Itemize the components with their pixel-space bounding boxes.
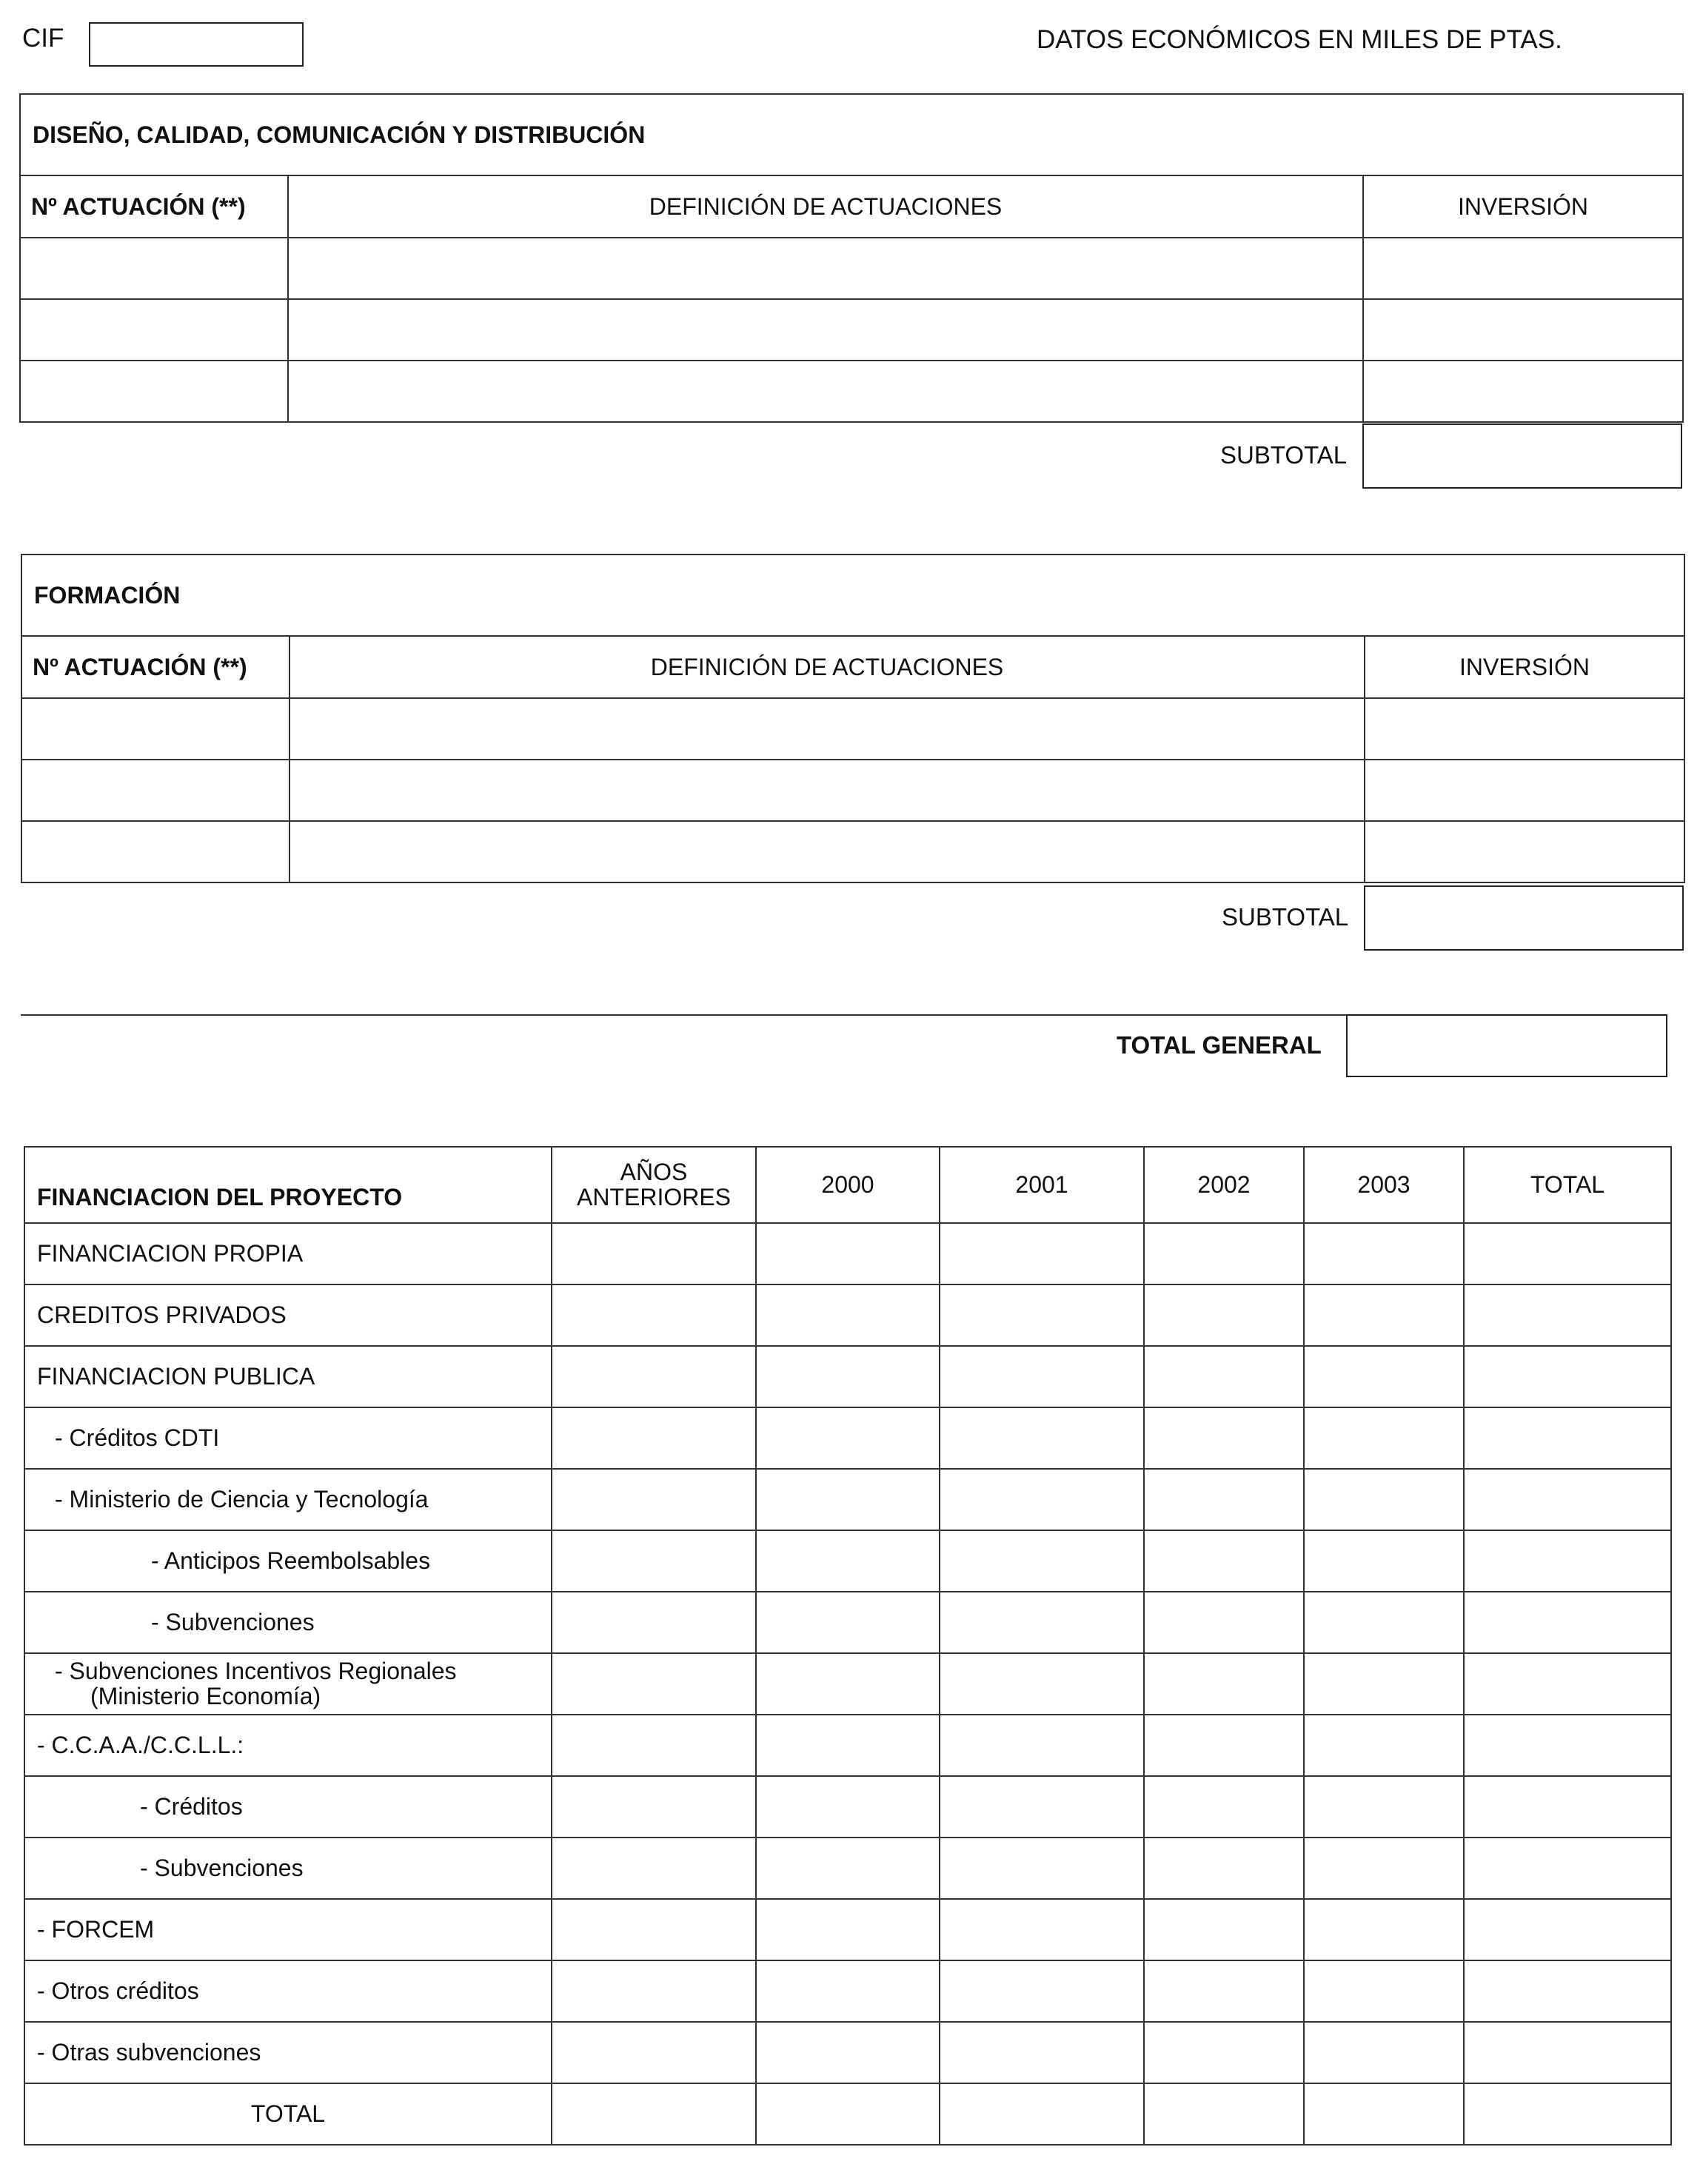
data-cell[interactable] (552, 1715, 756, 1776)
data-cell[interactable] (1464, 1407, 1671, 1469)
data-cell[interactable] (1464, 1469, 1671, 1530)
data-cell[interactable] (1304, 1715, 1464, 1776)
design-inv-cell-3[interactable] (1363, 361, 1683, 422)
data-cell[interactable] (940, 1284, 1144, 1346)
row-label: - Subvenciones (24, 1838, 552, 1899)
training-inv-cell-1[interactable] (1365, 698, 1684, 760)
col-total: TOTAL (1464, 1147, 1671, 1223)
data-cell[interactable] (552, 1653, 756, 1715)
design-def-cell-2[interactable] (288, 299, 1363, 361)
total-general-field[interactable] (1346, 1014, 1667, 1077)
design-num-cell-2[interactable] (20, 299, 288, 361)
financing-title: FINANCIACION DEL PROYECTO (24, 1147, 552, 1223)
data-cell[interactable] (1144, 1407, 1304, 1469)
data-cell[interactable] (756, 1407, 940, 1469)
data-cell[interactable] (1304, 1223, 1464, 1284)
total-cell[interactable] (552, 2083, 756, 2145)
training-def-cell-3[interactable] (290, 821, 1365, 882)
data-cell[interactable] (1464, 1960, 1671, 2022)
col-2000: 2000 (756, 1147, 940, 1223)
total-general-label: TOTAL GENERAL (1117, 1031, 1322, 1059)
data-cell[interactable] (1304, 1899, 1464, 1960)
data-cell[interactable] (940, 2022, 1144, 2083)
row-label: - Subvenciones (24, 1592, 552, 1653)
financing-table (24, 1146, 1672, 2146)
data-cell[interactable] (940, 1346, 1144, 1407)
data-cell[interactable] (756, 1653, 940, 1715)
data-cell[interactable] (1144, 1899, 1304, 1960)
col-2003: 2003 (1304, 1147, 1464, 1223)
data-cell[interactable] (1464, 1592, 1671, 1653)
data-cell[interactable] (940, 1653, 1144, 1715)
data-cell[interactable] (1464, 2022, 1671, 2083)
row-label: CREDITOS PRIVADOS (24, 1284, 552, 1346)
total-row-label: TOTAL (24, 2083, 552, 2145)
data-cell[interactable] (756, 1346, 940, 1407)
total-cell[interactable] (1304, 2083, 1464, 2145)
data-cell[interactable] (552, 1899, 756, 1960)
data-cell[interactable] (1304, 1960, 1464, 2022)
data-cell[interactable] (1304, 2022, 1464, 2083)
data-cell[interactable] (756, 1899, 940, 1960)
training-subtotal-label: SUBTOTAL (1222, 903, 1349, 931)
data-cell[interactable] (1304, 1284, 1464, 1346)
cif-label: CIF (22, 24, 64, 53)
data-cell[interactable] (1144, 1592, 1304, 1653)
data-cell[interactable] (940, 1407, 1144, 1469)
data-cell[interactable] (1464, 1530, 1671, 1592)
data-cell[interactable] (552, 1776, 756, 1838)
data-cell[interactable] (756, 1530, 940, 1592)
design-subtotal-field[interactable] (1362, 423, 1682, 489)
training-num-cell-1[interactable] (21, 698, 290, 760)
training-num-cell-3[interactable] (21, 821, 290, 882)
row-label-line-1: - Subvenciones Incentivos Regionales (55, 1657, 457, 1684)
col-definicion: DEFINICIÓN DE ACTUACIONES (288, 175, 1363, 238)
data-cell[interactable] (1304, 1530, 1464, 1592)
row-label-line-2: (Ministerio Economía) (90, 1682, 321, 1709)
data-cell[interactable] (1144, 1346, 1304, 1407)
row-label: - Otras subvenciones (24, 2022, 552, 2083)
training-num-cell-2[interactable] (21, 760, 290, 821)
data-cell[interactable] (940, 1838, 1144, 1899)
data-cell[interactable] (1144, 1776, 1304, 1838)
data-cell[interactable] (552, 1407, 756, 1469)
data-cell[interactable] (1464, 1223, 1671, 1284)
design-section-table (19, 93, 1684, 423)
training-section-title: FORMACIÓN (21, 555, 1684, 636)
training-def-cell-1[interactable] (290, 698, 1365, 760)
data-cell[interactable] (1304, 1776, 1464, 1838)
data-cell[interactable] (940, 1960, 1144, 2022)
training-subtotal-field[interactable] (1364, 885, 1684, 951)
col-inversion: INVERSIÓN (1365, 636, 1684, 698)
data-cell[interactable] (552, 1469, 756, 1530)
cif-input[interactable] (89, 22, 304, 67)
row-label: - FORCEM (24, 1899, 552, 1960)
data-cell[interactable] (1144, 1838, 1304, 1899)
data-cell[interactable] (756, 1592, 940, 1653)
col-actuacion-number: Nº ACTUACIÓN (**) (21, 636, 290, 698)
data-cell[interactable] (1304, 1407, 1464, 1469)
data-cell[interactable] (1464, 1284, 1671, 1346)
data-cell[interactable] (1304, 1653, 1464, 1715)
data-cell[interactable] (1304, 1838, 1464, 1899)
data-cell[interactable] (1464, 1346, 1671, 1407)
data-cell[interactable] (552, 1284, 756, 1346)
data-cell[interactable] (756, 1776, 940, 1838)
col-previous-years: AÑOS ANTERIORES (552, 1147, 756, 1223)
data-cell[interactable] (1144, 1469, 1304, 1530)
design-num-cell-3[interactable] (20, 361, 288, 422)
data-cell[interactable] (940, 1776, 1144, 1838)
col-actuacion-number: Nº ACTUACIÓN (**) (20, 175, 288, 238)
training-section-table (21, 554, 1685, 883)
data-cell[interactable] (756, 1284, 940, 1346)
data-cell[interactable] (1144, 1223, 1304, 1284)
training-inv-cell-3[interactable] (1365, 821, 1684, 882)
data-cell[interactable] (1144, 1960, 1304, 2022)
row-label: - Créditos (24, 1776, 552, 1838)
data-cell[interactable] (756, 1469, 940, 1530)
total-cell[interactable] (756, 2083, 940, 2145)
data-cell[interactable] (552, 2022, 756, 2083)
design-inv-cell-1[interactable] (1363, 238, 1683, 299)
data-cell[interactable] (1144, 1530, 1304, 1592)
data-cell[interactable] (940, 1223, 1144, 1284)
data-cell[interactable] (1144, 1284, 1304, 1346)
data-cell[interactable] (552, 1592, 756, 1653)
data-cell[interactable] (552, 1530, 756, 1592)
design-def-cell-3[interactable] (288, 361, 1363, 422)
design-def-cell-1[interactable] (288, 238, 1363, 299)
col-2001: 2001 (940, 1147, 1144, 1223)
data-cell[interactable] (756, 1838, 940, 1899)
design-subtotal-label: SUBTOTAL (1220, 441, 1348, 469)
data-cell[interactable] (1144, 1653, 1304, 1715)
data-cell[interactable] (756, 2022, 940, 2083)
col-2002: 2002 (1144, 1147, 1304, 1223)
data-cell[interactable] (1144, 2022, 1304, 2083)
design-section-title: DISEÑO, CALIDAD, COMUNICACIÓN Y DISTRIBUCIÓN (20, 94, 1683, 175)
total-cell[interactable] (940, 2083, 1144, 2145)
data-cell[interactable] (940, 1592, 1144, 1653)
col-definicion: DEFINICIÓN DE ACTUACIONES (290, 636, 1365, 698)
data-cell[interactable] (1304, 1346, 1464, 1407)
training-inv-cell-2[interactable] (1365, 760, 1684, 821)
col-inversion: INVERSIÓN (1363, 175, 1683, 238)
data-cell[interactable] (1464, 1776, 1671, 1838)
data-cell[interactable] (1464, 1838, 1671, 1899)
row-label (24, 1653, 552, 1715)
data-cell[interactable] (756, 1960, 940, 2022)
data-cell[interactable] (1464, 1715, 1671, 1776)
row-label: FINANCIACION PUBLICA (24, 1346, 552, 1407)
currency-note: DATOS ECONÓMICOS EN MILES DE PTAS. (1037, 25, 1562, 54)
data-cell[interactable] (552, 1223, 756, 1284)
design-num-cell-1[interactable] (20, 238, 288, 299)
row-label: - Ministerio de Ciencia y Tecnología (24, 1469, 552, 1530)
training-def-cell-2[interactable] (290, 760, 1365, 821)
data-cell[interactable] (1304, 1592, 1464, 1653)
data-cell[interactable] (1144, 1715, 1304, 1776)
data-cell[interactable] (940, 1899, 1144, 1960)
data-cell[interactable] (552, 1960, 756, 2022)
data-cell[interactable] (756, 1715, 940, 1776)
design-inv-cell-2[interactable] (1363, 299, 1683, 361)
row-label: - Otros créditos (24, 1960, 552, 2022)
total-cell[interactable] (1144, 2083, 1304, 2145)
row-label: FINANCIACION PROPIA (24, 1223, 552, 1284)
row-label: - Anticipos Reembolsables (24, 1530, 552, 1592)
row-label: - Créditos CDTI (24, 1407, 552, 1469)
data-cell[interactable] (552, 1346, 756, 1407)
data-cell[interactable] (756, 1223, 940, 1284)
data-cell[interactable] (1464, 1653, 1671, 1715)
data-cell[interactable] (940, 1715, 1144, 1776)
data-cell[interactable] (940, 1469, 1144, 1530)
total-cell[interactable] (1464, 2083, 1671, 2145)
data-cell[interactable] (552, 1838, 756, 1899)
row-label: - C.C.A.A./C.C.L.L.: (24, 1715, 552, 1776)
data-cell[interactable] (1304, 1469, 1464, 1530)
data-cell[interactable] (1464, 1899, 1671, 1960)
data-cell[interactable] (940, 1530, 1144, 1592)
